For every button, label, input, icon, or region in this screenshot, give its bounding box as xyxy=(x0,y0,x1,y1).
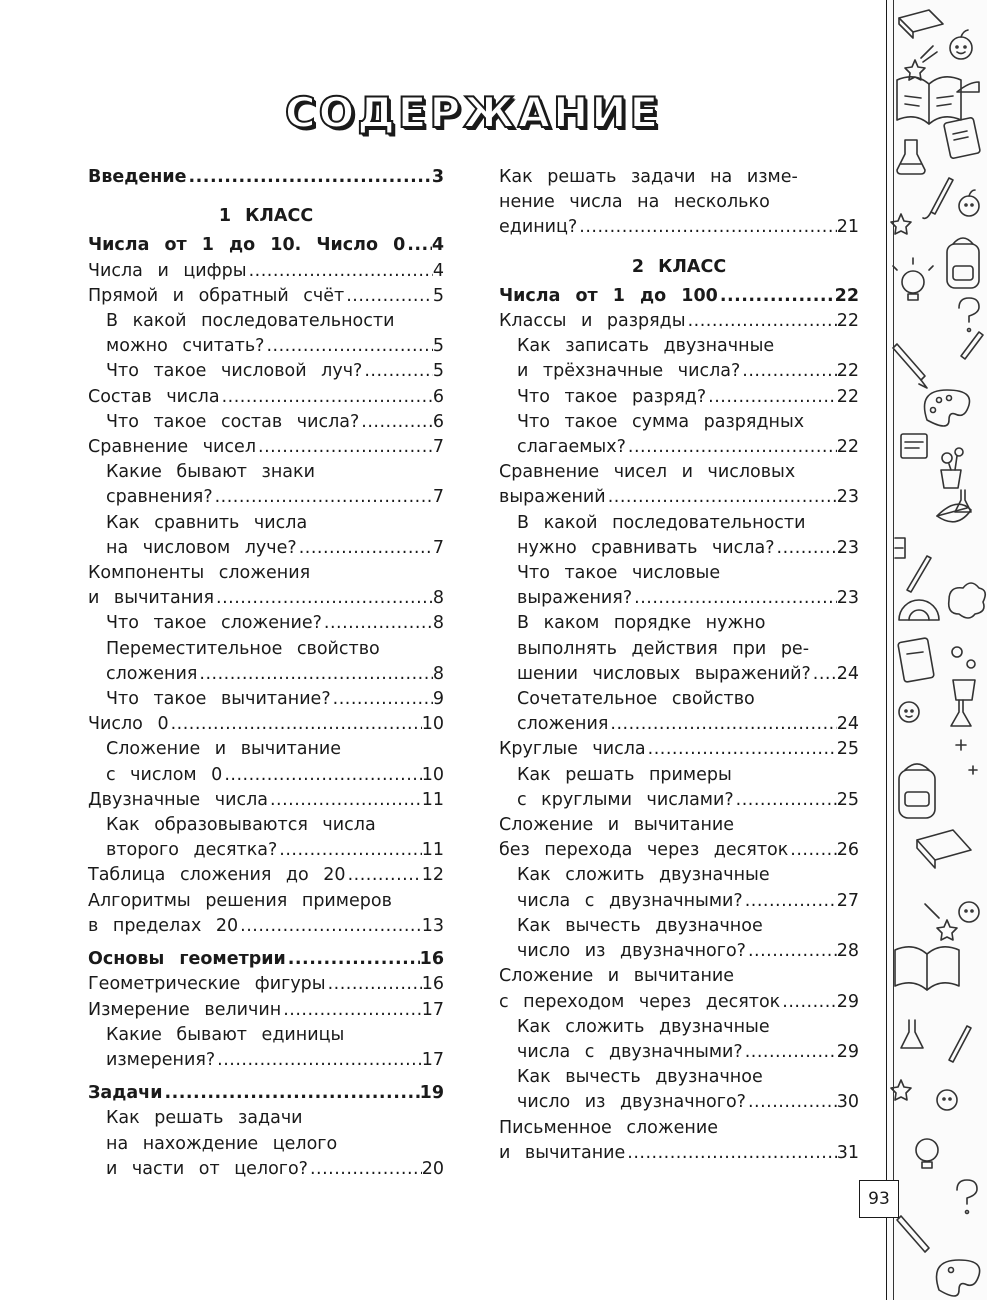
dot-leader xyxy=(326,972,422,997)
dot-leader xyxy=(215,1048,422,1073)
toc-entry[interactable] xyxy=(88,637,444,687)
toc-entry-title: Как решать примеры xyxy=(517,764,732,785)
toc-entry-title: выполнять действия при ре- xyxy=(517,638,810,659)
toc-page-number: 31 xyxy=(836,1142,859,1163)
toc-entry-title: Компоненты сложения xyxy=(88,563,311,584)
toc-entry-title: без перехода через десяток xyxy=(499,840,789,861)
toc-entry-title: Измерение величин xyxy=(88,999,282,1020)
toc-page-number: 6 xyxy=(432,386,444,407)
toc-page-number: 5 xyxy=(432,336,444,357)
dot-leader xyxy=(743,1040,837,1065)
dot-leader xyxy=(646,737,837,762)
toc-entry[interactable] xyxy=(88,385,444,410)
toc-entry-title: на нахождение целого xyxy=(106,1133,338,1154)
toc-page-number: 7 xyxy=(432,537,444,558)
toc-entry[interactable] xyxy=(499,611,859,687)
toc-entry-title: Число 0 xyxy=(88,714,169,735)
toc-entry[interactable] xyxy=(499,334,859,384)
toc-entry-title: Состав числа xyxy=(88,386,220,407)
toc-page-number: 11 xyxy=(421,789,444,810)
toc-entry[interactable] xyxy=(499,1116,859,1166)
toc-entry-title: Что такое состав числа? xyxy=(106,411,360,432)
toc-entry-title: Числа от 1 до 100 xyxy=(499,285,718,306)
dot-leader xyxy=(346,863,422,888)
toc-entry-title: Круглые числа xyxy=(499,739,646,760)
toc-entry-title: и трёхзначные числа? xyxy=(517,361,741,382)
flask-icon-4 xyxy=(901,1020,923,1048)
toc-entry[interactable] xyxy=(88,1106,444,1182)
toc-page-number: 26 xyxy=(836,840,859,861)
palette-icon xyxy=(925,390,970,426)
toc-entry[interactable] xyxy=(88,863,444,888)
toc-entry-title: Алгоритмы решения примеров xyxy=(88,890,392,911)
toc-page-number: 4 xyxy=(431,235,444,256)
toc-page-number: 24 xyxy=(836,714,859,735)
toc-page-number: 16 xyxy=(419,949,444,970)
toc-entry-title: Сложение и вычитание xyxy=(499,815,735,836)
toc-entry-title: шении числовых выражений? xyxy=(517,663,811,684)
toc-entry-title: Как вычесть двузначное xyxy=(517,1067,763,1088)
dot-leader xyxy=(577,215,836,240)
toc-entry[interactable] xyxy=(88,972,444,997)
dot-leader xyxy=(222,763,421,788)
toc-entry[interactable] xyxy=(499,385,859,410)
toc-entry[interactable] xyxy=(499,964,859,1014)
toc-entry-title: число из двузначного? xyxy=(517,1092,746,1113)
apple-face-icon xyxy=(950,30,972,59)
toc-entry-title: Что такое вычитание? xyxy=(106,689,331,710)
toc-entry-title: Сравнение чисел и числовых xyxy=(499,462,796,483)
toc-entry-title: и части от целого? xyxy=(106,1158,308,1179)
toc-entry-title: Сравнение чисел xyxy=(88,437,257,458)
toc-right-column xyxy=(499,165,859,1166)
backpack-icon-2 xyxy=(899,764,935,818)
open-notebook-icon xyxy=(897,77,961,124)
toc-entry-title: единиц? xyxy=(499,217,578,238)
toc-entry[interactable] xyxy=(88,889,444,939)
pencil-icon xyxy=(893,344,927,388)
toc-entry-title: Что такое сложение? xyxy=(106,613,322,634)
toc-entry-title: сравнения? xyxy=(106,487,213,508)
dot-leader xyxy=(214,586,433,611)
toc-page-number: 16 xyxy=(421,974,444,995)
lightbulb-icon xyxy=(893,258,933,300)
toc-page-number: 4 xyxy=(432,260,444,281)
sparkle-icon xyxy=(956,740,977,774)
paintbrush-icon-2 xyxy=(949,1026,971,1062)
protractor-icon xyxy=(899,600,939,620)
toc-page-number: 24 xyxy=(836,663,859,684)
toc-entry-title: Таблица сложения до 20 xyxy=(88,865,346,886)
dot-leader xyxy=(197,662,432,687)
toc-entry[interactable] xyxy=(88,947,444,972)
toc-entry[interactable] xyxy=(88,712,444,737)
pencil-icon-2 xyxy=(961,332,983,359)
toc-entry-title: Что такое числовой луч? xyxy=(106,361,363,382)
toc-entry[interactable] xyxy=(499,284,859,309)
dot-leader xyxy=(277,838,421,863)
school-doodles-illustration xyxy=(887,0,987,1300)
toc-entry-title: В какой последовательности xyxy=(517,512,806,533)
toc-entry-title: Геометрические фигуры xyxy=(88,974,326,995)
toc-entry[interactable] xyxy=(499,460,859,510)
toc-left-column xyxy=(88,165,444,1182)
toc-page-number: 17 xyxy=(421,999,444,1020)
toc-page-number: 29 xyxy=(836,1041,859,1062)
toc-entry-title: Сложение и вычитание xyxy=(499,966,735,987)
toc-entry[interactable] xyxy=(88,259,444,284)
toc-entry-title: Основы геометрии xyxy=(88,949,286,970)
toc-entry-title: Числа и цифры xyxy=(88,260,247,281)
toc-entry-title: с круглыми числами? xyxy=(517,789,734,810)
toc-entry[interactable] xyxy=(88,410,444,435)
toc-entry-title: выражения? xyxy=(517,588,633,609)
toc-page-number: 7 xyxy=(432,487,444,508)
dot-leader xyxy=(608,712,836,737)
dot-leader xyxy=(606,485,837,510)
toc-entry[interactable] xyxy=(88,1081,444,1106)
apple-icon xyxy=(959,190,979,216)
toc-entry-title: можно считать? xyxy=(106,336,265,357)
toc-entry[interactable] xyxy=(88,165,444,190)
dot-leader xyxy=(775,536,837,561)
decorative-doodle-border xyxy=(886,0,987,1300)
toc-entry[interactable] xyxy=(499,1065,859,1115)
toc-page-number: 6 xyxy=(432,411,444,432)
toc-entry-title: Как сложить двузначные xyxy=(517,1016,770,1037)
dot-leader xyxy=(746,939,837,964)
toc-page-number: 23 xyxy=(836,588,859,609)
section-heading: 1 КЛАСС xyxy=(218,206,314,227)
toc-page-number: 9 xyxy=(432,689,444,710)
toc-entry[interactable] xyxy=(88,788,444,813)
toc-entry[interactable] xyxy=(88,233,444,258)
toc-page-number: 5 xyxy=(432,285,444,306)
toc-entry[interactable] xyxy=(88,359,444,384)
dot-leader xyxy=(220,385,433,410)
dot-leader xyxy=(740,359,836,384)
question-mark-icon xyxy=(959,298,979,332)
dot-leader xyxy=(281,998,422,1023)
toc-entry[interactable] xyxy=(88,813,444,863)
toc-entry-title: Как сравнить числа xyxy=(106,512,308,533)
dot-leader xyxy=(686,309,837,334)
toc-entry-title: Как вычесть двузначное xyxy=(517,915,763,936)
toc-entry[interactable] xyxy=(499,165,859,241)
dot-leader xyxy=(718,284,835,309)
toc-entry[interactable] xyxy=(88,998,444,1023)
toc-entry[interactable] xyxy=(499,863,859,913)
toc-page-number: 22 xyxy=(836,437,859,458)
toc-entry[interactable] xyxy=(499,511,859,561)
toc-entry[interactable] xyxy=(88,511,444,561)
toc-entry-title: нение числа на несколько xyxy=(499,192,770,213)
pencil-icon-4 xyxy=(897,1216,929,1252)
dot-leader xyxy=(169,712,422,737)
dot-leader xyxy=(238,914,422,939)
dot-leader xyxy=(405,233,432,258)
letter-icon xyxy=(895,538,905,558)
toc-entry-title: Задачи xyxy=(88,1083,163,1104)
toc-entry-title: Числа от 1 до 10. Число 0 xyxy=(88,235,406,256)
toc-page-number: 7 xyxy=(432,437,444,458)
flask-icon xyxy=(897,140,925,174)
toc-entry[interactable] xyxy=(88,309,444,359)
toc-entry-title: Как сложить двузначные xyxy=(517,865,770,886)
toc-page-number: 22 xyxy=(836,311,859,332)
toc-page-number: 22 xyxy=(836,386,859,407)
toc-entry-title: Двузначные числа xyxy=(88,789,268,810)
dot-leader xyxy=(308,1157,422,1182)
toc-page-number: 22 xyxy=(834,285,859,306)
toc-entry-title: Письменное сложение xyxy=(499,1117,718,1138)
toc-entry-title: Что такое числовые xyxy=(517,563,721,584)
flowers-icon xyxy=(952,647,975,700)
toc-entry-title: и вычитания xyxy=(88,588,215,609)
dot-leader xyxy=(734,788,837,813)
toc-entry-title: и вычитание xyxy=(499,1142,626,1163)
apple-face-icon-2 xyxy=(899,702,919,722)
toc-page-number: 5 xyxy=(432,361,444,382)
toc-entry-title: числа с двузначными? xyxy=(517,890,743,911)
toc-entry[interactable] xyxy=(499,763,859,813)
lightbulb-icon-2 xyxy=(916,1139,938,1168)
dot-leader xyxy=(632,586,837,611)
dot-leader xyxy=(344,284,433,309)
star-icon-2 xyxy=(925,904,957,940)
dot-leader xyxy=(626,435,837,460)
book-icon xyxy=(899,10,943,38)
toc-page-number: 17 xyxy=(421,1049,444,1070)
open-notebook-icon-2 xyxy=(895,947,959,990)
toc-entry-title: выражений xyxy=(499,487,606,508)
toc-page-number: 22 xyxy=(836,361,859,382)
toc-entry[interactable] xyxy=(499,561,859,611)
toc-entry-title: числа с двузначными? xyxy=(517,1041,743,1062)
dot-leader xyxy=(322,611,433,636)
toc-page-number: 8 xyxy=(432,588,444,609)
toc-entry[interactable] xyxy=(88,611,444,636)
notebook-icon xyxy=(944,117,981,158)
toc-entry[interactable] xyxy=(499,309,859,334)
apple-face-icon-3 xyxy=(959,902,979,922)
toc-page-number: 8 xyxy=(432,613,444,634)
toc-entry[interactable] xyxy=(499,1015,859,1065)
toc-entry-title: на числовом луче? xyxy=(106,537,297,558)
note-card-icon xyxy=(901,434,927,458)
flask-icon-3 xyxy=(951,700,971,726)
toc-entry-title: сложения xyxy=(106,663,198,684)
toc-page-number: 25 xyxy=(836,739,859,760)
toc-entry[interactable] xyxy=(88,460,444,510)
toc-entry[interactable] xyxy=(499,687,859,737)
toc-entry-title: измерения? xyxy=(106,1049,216,1070)
toc-entry-title: Сочетательное свойство xyxy=(517,689,755,710)
toc-entry-title: Какие бывают знаки xyxy=(106,462,315,483)
thought-cloud-icon xyxy=(949,583,986,618)
book-icon-2 xyxy=(917,830,971,868)
dot-leader xyxy=(331,687,433,712)
flower-pot-icon xyxy=(941,448,963,488)
toc-page-number: 12 xyxy=(421,865,444,886)
toc-entry-title: Как решать задачи на изме- xyxy=(499,167,798,187)
dot-leader xyxy=(788,838,836,863)
toc-entry-title: слагаемых? xyxy=(517,437,626,458)
apple-face-icon-4 xyxy=(937,1090,957,1110)
toc-entry[interactable] xyxy=(499,813,859,863)
toc-entry-title: Классы и разряды xyxy=(499,311,686,332)
toc-entry-title: Какие бывают единицы xyxy=(106,1024,345,1045)
star-small-icon-2 xyxy=(891,1080,911,1100)
toc-entry-title: число из двузначного? xyxy=(517,941,746,962)
toc-entry-title: Введение xyxy=(88,167,187,187)
toc-entry-title: второго десятка? xyxy=(106,840,278,861)
toc-page-number: 28 xyxy=(836,941,859,962)
palette-icon-2 xyxy=(937,1260,980,1296)
toc-entry-title: с числом 0 xyxy=(106,764,223,785)
toc-page-number: 30 xyxy=(836,1092,859,1113)
toc-entry[interactable] xyxy=(88,284,444,309)
star-icon xyxy=(905,46,937,80)
toc-page-number: 23 xyxy=(836,537,859,558)
toc-entry[interactable] xyxy=(499,410,859,460)
toc-entry-title: Сложение и вычитание xyxy=(106,739,342,760)
section-heading: 2 КЛАСС xyxy=(631,256,727,277)
toc-entry[interactable] xyxy=(88,1023,444,1073)
toc-entry-title: Как решать задачи xyxy=(106,1108,303,1129)
dot-leader xyxy=(187,165,432,190)
toc-entry[interactable] xyxy=(88,737,444,787)
notebook-icon-2 xyxy=(898,638,934,683)
dot-leader xyxy=(359,410,433,435)
dot-leader xyxy=(811,662,837,687)
paintbrush-icon xyxy=(923,178,953,218)
toc-entry-title: Переместительное свойство xyxy=(106,638,380,659)
toc-entry[interactable] xyxy=(499,914,859,964)
dot-leader xyxy=(256,435,433,460)
toc-entry-title: с переходом через десяток xyxy=(499,991,781,1012)
toc-entry-title: сложения xyxy=(517,714,609,735)
dot-leader xyxy=(268,788,422,813)
toc-page-number: 10 xyxy=(421,764,444,785)
toc-page-number: 10 xyxy=(421,714,444,735)
dot-leader xyxy=(247,259,433,284)
toc-page-number: 11 xyxy=(421,840,444,861)
page-title: СОДЕРЖАНИЕ xyxy=(284,88,662,137)
leaf-icon xyxy=(937,504,971,522)
dot-leader xyxy=(780,990,836,1015)
toc-page-number: 20 xyxy=(421,1158,444,1179)
dot-leader xyxy=(264,334,432,359)
toc-page-number: 8 xyxy=(432,663,444,684)
dot-leader xyxy=(162,1081,419,1106)
toc-entry-title: Как образовываются числа xyxy=(106,815,376,836)
dot-leader xyxy=(297,536,433,561)
dot-leader xyxy=(746,1090,837,1115)
toc-entry-title: в пределах 20 xyxy=(88,915,239,936)
dot-leader xyxy=(743,889,837,914)
star-small-icon xyxy=(891,214,911,234)
toc-entry-title: Как записать двузначные xyxy=(517,336,775,357)
toc-page-number: 21 xyxy=(836,217,859,238)
toc-page-number: 27 xyxy=(836,890,859,911)
pencil-icon-3 xyxy=(907,556,931,592)
page-number: 93 xyxy=(859,1180,899,1218)
toc-page-number: 29 xyxy=(836,991,859,1012)
toc-entry-title: нужно сравнивать числа? xyxy=(517,537,775,558)
toc-entry-title: Что такое разряд? xyxy=(517,386,707,407)
toc-page-number: 13 xyxy=(421,915,444,936)
dot-leader xyxy=(706,385,837,410)
toc-entry[interactable] xyxy=(88,561,444,611)
dot-leader xyxy=(625,1141,836,1166)
backpack-icon xyxy=(947,238,979,288)
toc-page-number: 23 xyxy=(836,487,859,508)
toc-entry[interactable] xyxy=(88,435,444,460)
toc-entry-title: В каком порядке нужно xyxy=(517,613,766,634)
toc-entry[interactable] xyxy=(499,737,859,762)
toc-page-number: 25 xyxy=(836,789,859,810)
toc-entry-title: В какой последовательности xyxy=(106,311,395,332)
dot-leader xyxy=(286,947,420,972)
toc-page-number: 19 xyxy=(419,1083,444,1104)
toc-page-number: 3 xyxy=(431,167,444,187)
toc-entry-title: Прямой и обратный счёт xyxy=(88,285,345,306)
question-mark-icon-2 xyxy=(957,1180,977,1214)
toc-entry-title: Что такое сумма разрядных xyxy=(517,411,805,432)
dot-leader xyxy=(213,485,433,510)
toc-entry[interactable] xyxy=(88,687,444,712)
dot-leader xyxy=(362,359,433,384)
